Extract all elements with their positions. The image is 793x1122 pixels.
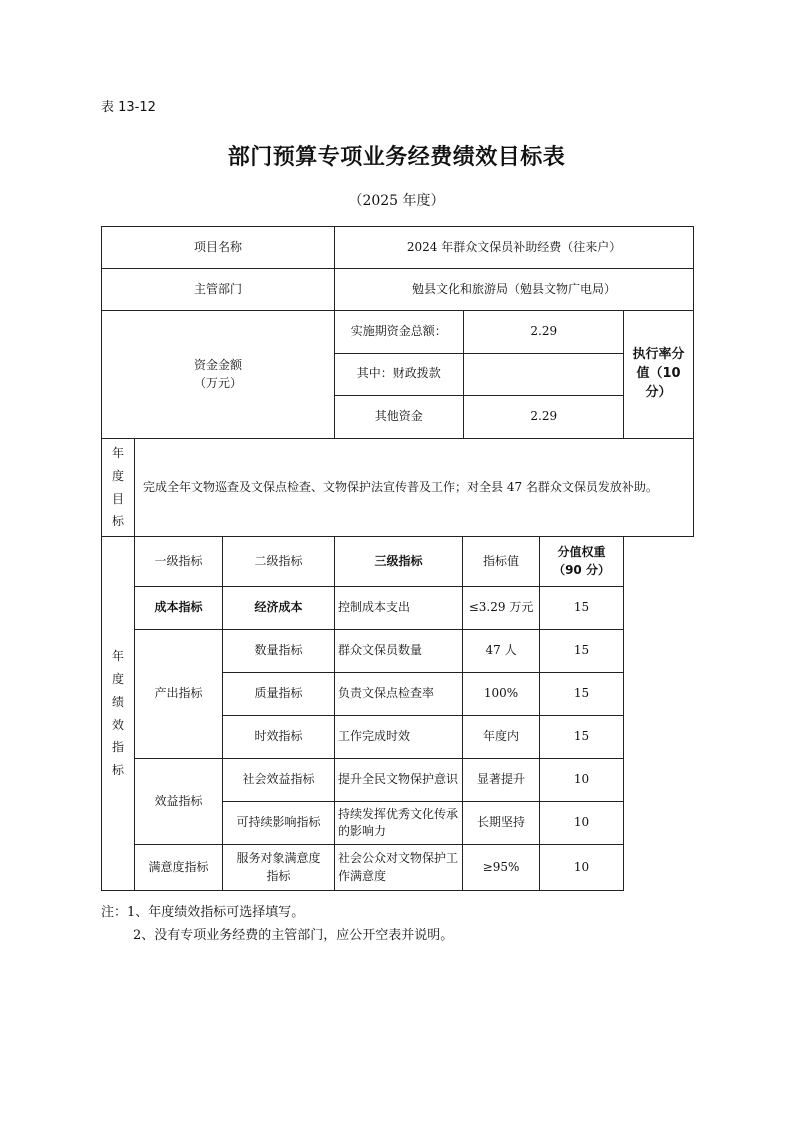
fiscal-funds-value <box>463 353 624 395</box>
output-value: 100% <box>463 673 540 716</box>
project-name-value: 2024 年群众文保员补助经费（往来户） <box>335 227 694 269</box>
benefit-level3: 持续发挥优秀文化传承的影响力 <box>335 802 463 845</box>
funds-label-cell <box>102 311 335 439</box>
satisfaction-level2: 服务对象满意度指标 <box>223 845 335 891</box>
funds-unit: （万元） <box>194 375 243 390</box>
cost-indicator-row <box>102 587 694 630</box>
output-level3: 工作完成时效 <box>335 716 463 759</box>
output-level3: 群众文保员数量 <box>335 630 463 673</box>
satisfaction-level3: 社会公众对文物保护工作满意度 <box>335 845 463 891</box>
cost-value: ≤3.29 万元 <box>463 587 540 630</box>
footnotes <box>101 902 453 948</box>
annual-goal-text: 完成全年文物巡查及文保点检查、文物保护法宣传普及工作；对全县 47 名群众文保员发放补助。 <box>135 439 694 537</box>
header-level1: 一级指标 <box>135 537 223 587</box>
output-weight: 15 <box>540 673 624 716</box>
output-indicator-row <box>102 630 694 673</box>
project-name-label: 项目名称 <box>102 227 335 269</box>
output-weight: 15 <box>540 716 624 759</box>
execution-rate-label: 执行率分值（10分） <box>624 311 694 439</box>
satisfaction-indicator-row <box>102 845 694 891</box>
satisfaction-weight: 10 <box>540 845 624 891</box>
output-level2: 数量指标 <box>223 630 335 673</box>
other-funds-label: 其他资金 <box>335 395 463 438</box>
fiscal-funds-label: 其中：财政拨款 <box>335 353 463 395</box>
benefit-indicator-row <box>102 759 694 802</box>
output-level1: 产出指标 <box>135 630 223 759</box>
table-number: 表 13-12 <box>101 100 156 115</box>
output-value: 年度内 <box>463 716 540 759</box>
header-level3: 三级指标 <box>335 537 463 587</box>
project-name-row <box>102 227 694 269</box>
benefit-level2: 社会效益指标 <box>223 759 335 802</box>
satisfaction-value: ≥95% <box>463 845 540 891</box>
total-funds-label: 实施期资金总额： <box>335 311 463 353</box>
output-level2: 时效指标 <box>223 716 335 759</box>
department-label: 主管部门 <box>102 269 335 311</box>
other-funds-value: 2.29 <box>530 409 558 424</box>
page-subtitle: （2025 年度） <box>348 193 445 209</box>
benefit-value: 显著提升 <box>463 759 540 802</box>
output-level3: 负责文保点检查率 <box>335 673 463 716</box>
total-funds-value: 2.29 <box>463 311 624 353</box>
satisfaction-level1: 满意度指标 <box>135 845 223 891</box>
funds-label: 资金金额 <box>194 358 243 373</box>
benefit-level1: 效益指标 <box>135 759 223 845</box>
benefit-weight: 10 <box>540 802 624 845</box>
cost-level3: 控制成本支出 <box>335 587 463 630</box>
output-level2: 质量指标 <box>223 673 335 716</box>
funds-row <box>102 311 694 439</box>
output-weight: 15 <box>540 630 624 673</box>
header-value: 指标值 <box>463 537 540 587</box>
cost-level1: 成本指标 <box>135 587 223 630</box>
footnote: 注：1、年度绩效指标可选择填写。 <box>101 905 305 920</box>
benefit-weight: 10 <box>540 759 624 802</box>
header-level2: 二级指标 <box>223 537 335 587</box>
department-value: 勉县文化和旅游局（勉县文物广电局） <box>335 269 694 311</box>
cost-weight: 15 <box>540 587 624 630</box>
performance-target-table <box>101 226 694 891</box>
funds-detail-cell <box>335 311 624 439</box>
benefit-value: 长期坚持 <box>463 802 540 845</box>
department-row <box>102 269 694 311</box>
header-weight: 分值权重（90 分） <box>540 537 624 587</box>
benefit-level3: 提升全民文物保护意识 <box>335 759 463 802</box>
page-title: 部门预算专项业务经费绩效目标表 <box>227 145 566 170</box>
benefit-level2: 可持续影响指标 <box>223 802 335 845</box>
output-value: 47 人 <box>463 630 540 673</box>
funds-detail-table <box>335 311 624 438</box>
indicator-header-row <box>102 537 694 587</box>
footnote: 2、没有专项业务经费的主管部门，应公开空表并说明。 <box>133 927 454 943</box>
indicators-side-label: 年度绩效指标 <box>102 537 135 891</box>
annual-goal-row <box>102 439 694 537</box>
annual-goal-label: 年度目标 <box>102 439 135 537</box>
cost-level2: 经济成本 <box>223 587 335 630</box>
